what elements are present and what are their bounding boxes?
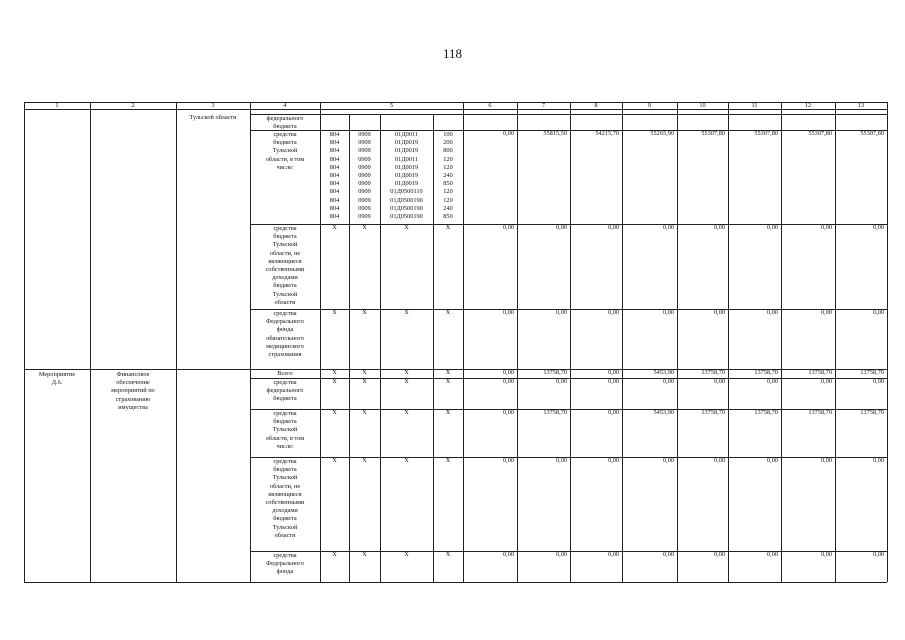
amount-cell: 0,00 — [662, 309, 674, 316]
amount-cell: 0,00 — [820, 378, 832, 385]
amount-cell: 0,00 — [607, 551, 619, 558]
target-article-code: 01Д0011 — [395, 131, 418, 138]
source-label: области, не — [269, 482, 301, 490]
expense-type-code: 850 — [443, 180, 453, 188]
column-header-11: 11 — [751, 102, 758, 109]
page-number: 118 — [442, 46, 463, 61]
amount-cell: 0,00 — [662, 551, 674, 558]
amount-cell: 0,00 — [607, 409, 619, 416]
source-label: Тульской — [272, 241, 298, 249]
source-label: доходами — [272, 507, 298, 515]
source-label: фонда — [276, 326, 294, 334]
ministry-code: 804 — [329, 188, 340, 196]
ministry-code: 804 — [329, 131, 340, 138]
not-applicable-mark: Х — [362, 378, 367, 385]
amount-cell: 0,00 — [502, 130, 514, 137]
target-article-code: 01Д0500110 — [390, 188, 423, 196]
expense-type-code: 120 — [443, 188, 453, 196]
source-label: средства — [273, 379, 297, 386]
expense-type-code: 120 — [443, 155, 453, 163]
amount-cell: 13758,70 — [701, 409, 725, 416]
expense-type-code: 200 — [443, 139, 453, 147]
source-label: Федерального — [266, 560, 304, 568]
not-applicable-mark: Х — [404, 224, 409, 231]
source-label: области — [274, 531, 296, 539]
column-rule — [517, 102, 518, 582]
not-applicable-mark: Х — [332, 409, 337, 416]
column-rule — [622, 102, 623, 582]
not-applicable-mark: Х — [332, 378, 337, 385]
ministry-code: 804 — [329, 163, 340, 171]
target-article-code: 01Д0019 — [394, 180, 419, 188]
expense-type-code: 120 — [443, 163, 453, 171]
not-applicable-mark: Х — [332, 309, 337, 316]
source-label: бюджета — [273, 123, 297, 131]
amount-cell: 0,00 — [555, 378, 567, 385]
amount-cell: 0,00 — [607, 309, 619, 316]
column-rule — [781, 102, 782, 582]
amount-cell: 0,00 — [502, 378, 514, 385]
source-label: бюджета — [273, 515, 297, 523]
ministry-code: 804 — [329, 139, 340, 147]
ministry-code: 804 — [329, 213, 340, 220]
source-label: являющиеся — [268, 490, 302, 498]
amount-cell: 0,00 — [713, 309, 725, 316]
amount-cell: 5453,90 — [653, 409, 674, 416]
ministry-code: 804 — [329, 155, 340, 163]
not-applicable-mark: Х — [404, 457, 409, 464]
column-header-7: 7 — [541, 102, 546, 109]
source-label: Тульской — [272, 426, 298, 434]
amount-cell: 0,00 — [872, 378, 884, 385]
block-divider-rule — [24, 369, 250, 370]
amount-cell: 0,00 — [662, 378, 674, 385]
source-label: обязательного — [266, 334, 304, 342]
amount-cell: 0,00 — [502, 457, 514, 464]
section-code: 0909 — [358, 188, 371, 196]
not-applicable-mark: Х — [404, 409, 409, 416]
amount-cell: 0,00 — [502, 551, 514, 558]
amount-cell: 55307,80 — [701, 130, 725, 137]
target-article-code: 01Д0019 — [394, 139, 419, 147]
source-label: бюджета — [273, 139, 297, 147]
source-label: федерального — [266, 387, 304, 395]
source-label: Федерального — [266, 318, 304, 326]
amount-cell: 0,00 — [662, 224, 674, 231]
source-label: Тульской — [272, 474, 298, 482]
amount-cell: 0,00 — [766, 457, 778, 464]
table-side-border — [887, 102, 888, 582]
not-applicable-mark: Х — [404, 378, 409, 385]
source-label: бюджета — [273, 418, 297, 426]
target-article-code: 01Д0500190 — [390, 213, 423, 220]
amount-cell: 0,00 — [872, 309, 884, 316]
expense-type-code: 800 — [443, 147, 453, 155]
not-applicable-mark: Х — [332, 457, 337, 464]
activity-title-label: страхованию — [115, 395, 151, 403]
not-applicable-mark: Х — [362, 409, 367, 416]
amount-cell: 55815,50 — [543, 130, 567, 137]
source-label: средства — [273, 225, 297, 232]
not-applicable-mark: Х — [362, 551, 367, 558]
source-label: области, в том — [265, 155, 305, 163]
amount-cell: 0,00 — [820, 551, 832, 558]
amount-cell: 0,00 — [872, 457, 884, 464]
not-applicable-mark: Х — [362, 457, 367, 464]
amount-cell: 13758,70 — [808, 369, 832, 376]
not-applicable-mark: Х — [445, 551, 451, 558]
not-applicable-mark: Х — [445, 457, 451, 464]
amount-cell: 0,00 — [555, 309, 567, 316]
source-label: средства — [273, 410, 297, 417]
target-article-code: 01Д0019 — [394, 163, 419, 171]
activity-title-label: Финансовое — [116, 371, 150, 378]
source-label: средства — [273, 131, 297, 138]
source-label: области, не — [269, 249, 301, 257]
section-code: 0909 — [358, 147, 371, 155]
source-label: являющиеся — [268, 257, 302, 265]
source-label: федерального — [266, 115, 304, 122]
expense-type-code: 240 — [443, 172, 453, 179]
expense-type-code: 850 — [443, 213, 453, 220]
amount-cell: 0,00 — [872, 224, 884, 231]
column-rule — [835, 102, 836, 582]
amount-cell: 55307,80 — [860, 130, 884, 137]
section-code: 0909 — [358, 213, 371, 220]
section-code: 0909 — [358, 163, 371, 171]
expense-type-code: 240 — [443, 204, 453, 212]
section-code: 0909 — [358, 155, 371, 163]
amount-cell: 13758,70 — [808, 409, 832, 416]
section-code: 0909 — [358, 204, 371, 212]
activity-code-label: Мероприятие — [38, 371, 76, 378]
ministry-code: 804 — [329, 204, 340, 212]
amount-cell: 13758,70 — [860, 369, 884, 376]
not-applicable-mark: Х — [445, 224, 451, 231]
source-label: Тульской — [272, 523, 298, 531]
column-rule — [90, 102, 91, 582]
source-label: бюджета — [273, 282, 297, 290]
source-label: собственными — [265, 499, 305, 506]
activity-title-label: обеспечение — [116, 379, 150, 387]
activity-title-label: имущества — [118, 403, 148, 411]
amount-cell: 55265,90 — [650, 130, 674, 137]
amount-cell: 0,00 — [820, 224, 832, 231]
column-header-9: 9 — [647, 102, 652, 109]
source-label: средства — [273, 310, 297, 317]
source-label: страхования — [268, 351, 302, 358]
column-header-4: 4 — [283, 102, 287, 109]
source-label: бюджета — [273, 466, 297, 474]
column-rule — [176, 102, 177, 582]
column-header-2: 2 — [131, 102, 135, 109]
column-header-6: 6 — [488, 102, 492, 109]
amount-cell: 0,00 — [502, 409, 514, 416]
amount-cell: 5453,90 — [653, 369, 674, 376]
activity-code-label: Д.6. — [51, 379, 63, 387]
ministry-code: 804 — [329, 172, 340, 179]
column-rule — [570, 102, 571, 582]
section-code: 0909 — [358, 180, 371, 188]
amount-cell: 0,00 — [502, 224, 514, 231]
amount-cell: 0,00 — [820, 457, 832, 464]
expense-type-code: 100 — [443, 131, 453, 138]
not-applicable-mark: Х — [445, 369, 451, 376]
not-applicable-mark: Х — [445, 378, 451, 385]
amount-cell: 0,00 — [662, 457, 674, 464]
not-applicable-mark: Х — [445, 309, 451, 316]
amount-cell: 0,00 — [766, 224, 778, 231]
amount-cell: 13758,70 — [754, 369, 778, 376]
amount-cell: 0,00 — [872, 551, 884, 558]
target-article-code: 01Д0019 — [394, 172, 419, 179]
amount-cell: 0,00 — [766, 378, 778, 385]
column-header-1: 1 — [55, 102, 59, 109]
not-applicable-mark: Х — [404, 369, 409, 376]
amount-cell: 0,00 — [820, 309, 832, 316]
amount-cell: 0,00 — [713, 457, 725, 464]
target-article-code: 01Д0019 — [394, 147, 419, 155]
source-label: области, в том — [265, 434, 305, 442]
amount-cell: 13758,70 — [754, 409, 778, 416]
source-label: средства — [273, 552, 297, 559]
column-header-3: 3 — [211, 102, 215, 109]
column-rule — [463, 102, 464, 582]
subheader-rule — [250, 114, 887, 115]
source-label: числе: — [276, 163, 294, 171]
amount-cell: 0,00 — [555, 551, 567, 558]
source-label: медицинского — [266, 342, 304, 350]
target-article-code: 01Д0500190 — [390, 204, 423, 212]
amount-cell: 13758,70 — [701, 369, 725, 376]
amount-cell: 13758,70 — [543, 409, 567, 416]
amount-cell: 0,00 — [502, 369, 514, 376]
ministry-code: 804 — [329, 196, 340, 204]
column-header-5: 5 — [389, 102, 394, 109]
amount-cell: 0,00 — [607, 224, 619, 231]
section-code: 0909 — [358, 196, 371, 204]
not-applicable-mark: Х — [362, 369, 367, 376]
amount-cell: 0,00 — [713, 551, 725, 558]
not-applicable-mark: Х — [362, 224, 367, 231]
activity-title-label: мероприятий по — [111, 387, 155, 395]
not-applicable-mark: Х — [332, 224, 337, 231]
amount-cell: 13758,70 — [860, 409, 884, 416]
column-rule — [677, 102, 678, 582]
amount-cell: 0,00 — [766, 309, 778, 316]
executor-label: Тульской области — [189, 114, 237, 121]
amount-cell: 13758,70 — [543, 369, 567, 376]
source-label: Всего — [277, 370, 293, 377]
section-code: 0909 — [358, 131, 371, 138]
amount-cell: 55307,80 — [754, 130, 778, 137]
expense-type-code: 120 — [443, 196, 453, 204]
column-header-13: 13 — [857, 102, 865, 109]
column-header-8: 8 — [594, 102, 598, 109]
not-applicable-mark: Х — [404, 309, 409, 316]
column-rule — [728, 102, 729, 582]
source-label: собственными — [265, 266, 305, 273]
amount-cell: 54215,70 — [595, 130, 619, 137]
amount-cell: 0,00 — [607, 378, 619, 385]
amount-cell: 0,00 — [607, 369, 619, 376]
section-code: 0909 — [358, 139, 371, 147]
column-header-12: 12 — [804, 102, 812, 109]
amount-cell: 0,00 — [555, 457, 567, 464]
not-applicable-mark: Х — [404, 551, 409, 558]
table-side-border — [24, 102, 25, 582]
ministry-code: 804 — [329, 147, 340, 155]
not-applicable-mark: Х — [445, 409, 451, 416]
not-applicable-mark: Х — [332, 551, 337, 558]
amount-cell: 0,00 — [502, 309, 514, 316]
source-label: бюджета — [273, 395, 297, 403]
amount-cell: 55307,80 — [808, 130, 832, 137]
source-label: Тульской — [272, 290, 298, 298]
source-label: бюджета — [273, 233, 297, 241]
source-label: области — [274, 298, 296, 306]
source-label: фонда — [276, 568, 294, 576]
amount-cell: 0,00 — [766, 551, 778, 558]
target-article-code: 01Д0011 — [395, 155, 418, 163]
source-label: числе: — [276, 442, 294, 450]
table-bottom-border — [24, 582, 887, 583]
amount-cell: 0,00 — [713, 224, 725, 231]
column-header-10: 10 — [699, 102, 706, 109]
source-label: средства — [273, 458, 297, 465]
section-code: 0909 — [358, 172, 371, 179]
source-label: Тульской — [272, 147, 298, 155]
amount-cell: 0,00 — [713, 378, 725, 385]
not-applicable-mark: Х — [362, 309, 367, 316]
amount-cell: 0,00 — [607, 457, 619, 464]
source-label: доходами — [272, 274, 298, 282]
not-applicable-mark: Х — [332, 369, 337, 376]
ministry-code: 804 — [329, 180, 340, 188]
target-article-code: 01Д0500190 — [390, 196, 423, 204]
amount-cell: 0,00 — [555, 224, 567, 231]
